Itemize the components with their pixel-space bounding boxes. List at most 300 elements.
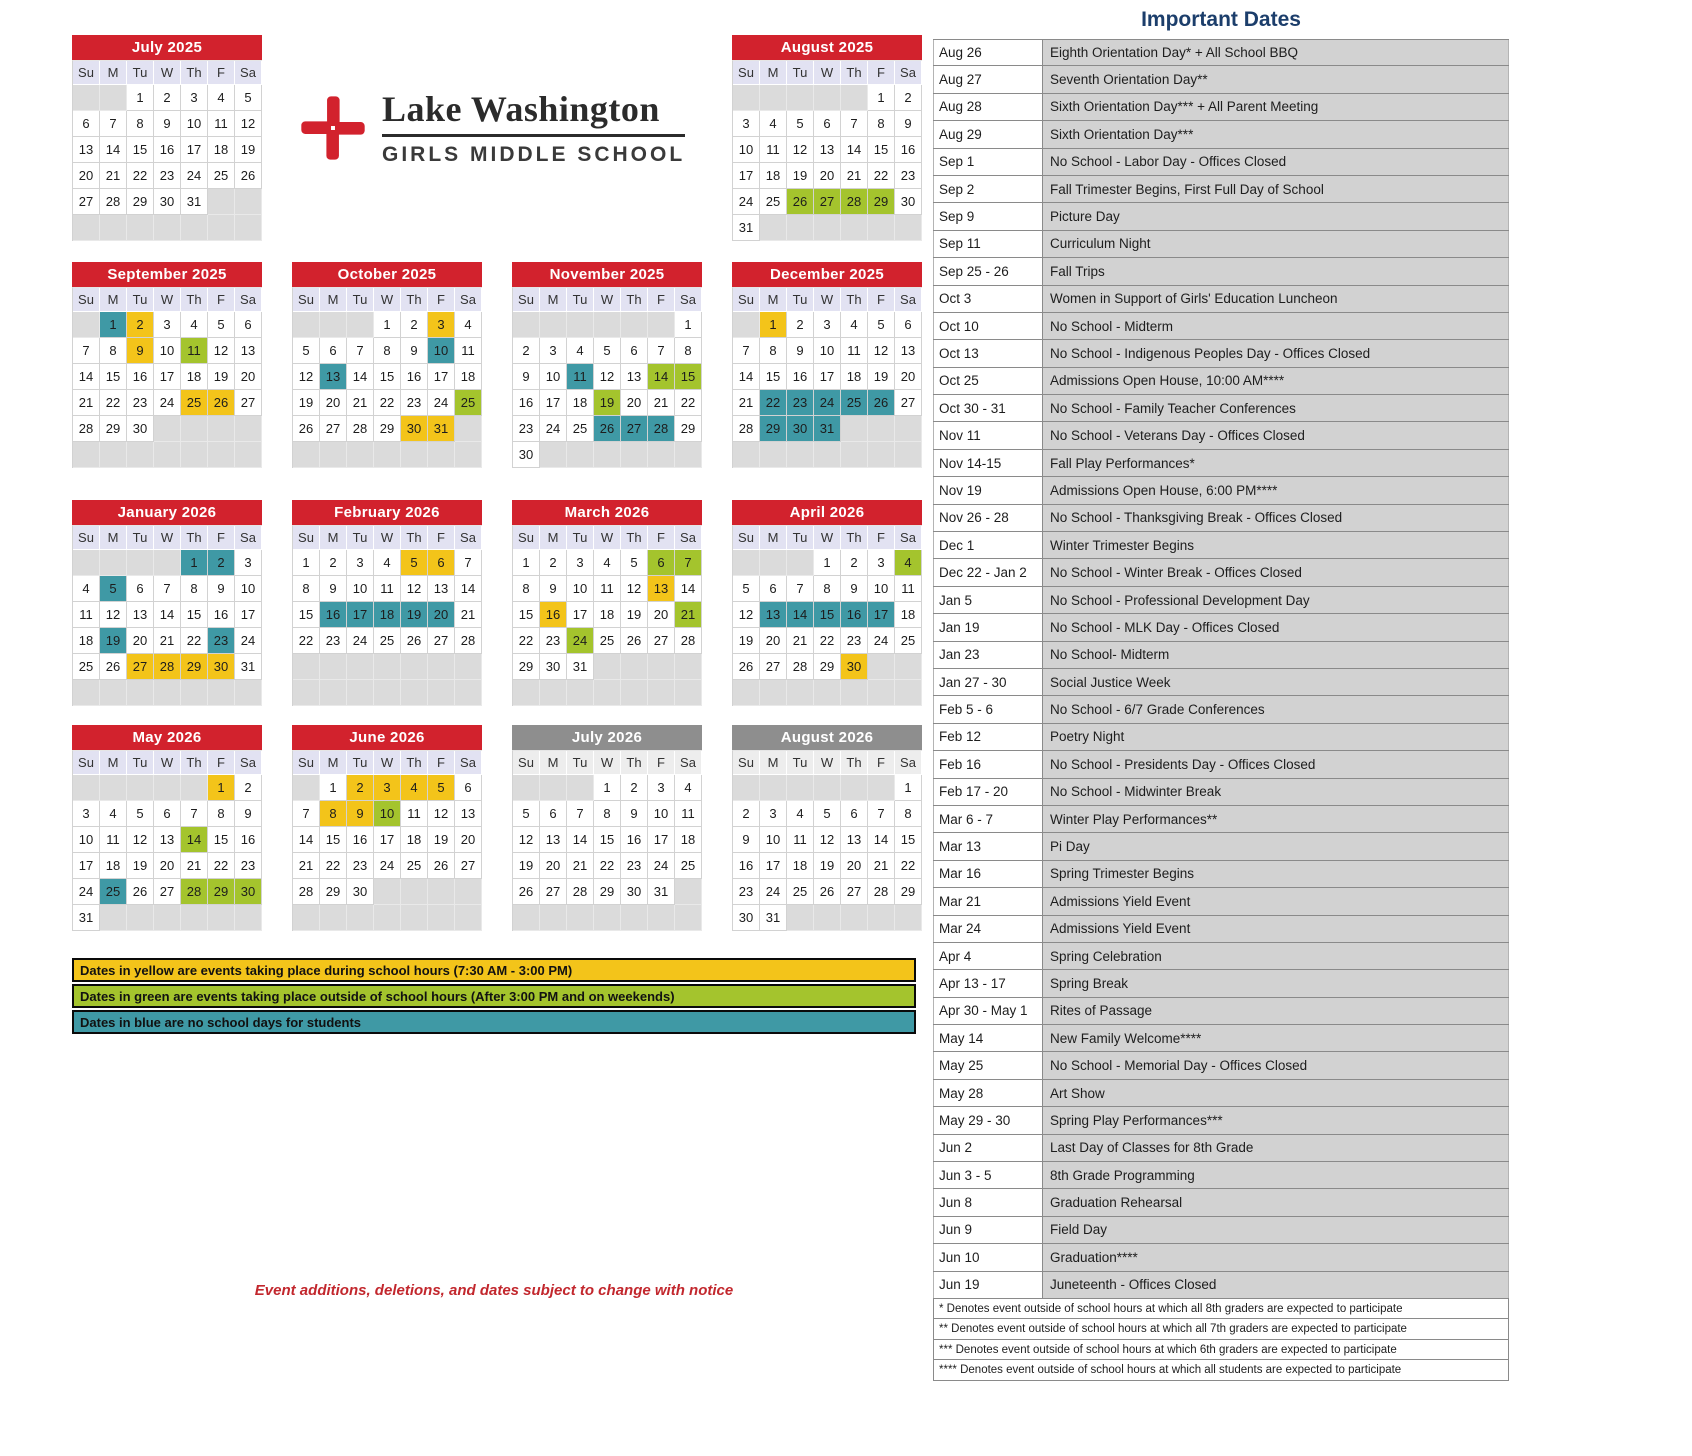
calendar-day-cell xyxy=(100,680,127,706)
calendar-day-cell: 19 xyxy=(100,628,127,654)
calendar-day-cell: 22 xyxy=(100,390,127,416)
calendar-day-cell: 11 xyxy=(401,801,428,827)
calendar-day-cell xyxy=(675,879,702,905)
calendar-day-cell xyxy=(181,905,208,931)
week-row xyxy=(73,189,262,215)
calendar-day-cell: 24 xyxy=(181,163,208,189)
calendar-day-cell: 6 xyxy=(760,576,787,602)
calendar-day-cell: 10 xyxy=(428,338,455,364)
calendar-day-cell xyxy=(73,85,100,111)
calendar-day-cell: 18 xyxy=(895,602,922,628)
calendar-day-cell: 21 xyxy=(100,163,127,189)
week-row xyxy=(513,654,702,680)
important-date-event: Juneteenth - Offices Closed xyxy=(1043,1272,1509,1298)
calendar-day-cell: 5 xyxy=(621,550,648,576)
calendar-day-cell xyxy=(347,680,374,706)
calendar-day-cell: 17 xyxy=(235,602,262,628)
calendar-day-cell xyxy=(513,680,540,706)
calendar-day-cell: 13 xyxy=(320,364,347,390)
week-row xyxy=(513,905,702,931)
weekday-header: F xyxy=(428,751,455,775)
calendar-day-cell: 14 xyxy=(154,602,181,628)
important-dates-panel xyxy=(933,8,1509,1381)
calendar-day-cell: 23 xyxy=(540,628,567,654)
weekday-header: F xyxy=(208,288,235,312)
calendar-day-cell: 23 xyxy=(401,390,428,416)
calendar-day-cell: 27 xyxy=(455,853,482,879)
calendar-day-cell: 17 xyxy=(181,137,208,163)
calendar-day-cell: 5 xyxy=(428,775,455,801)
week-row xyxy=(73,827,262,853)
weekday-header: Sa xyxy=(235,526,262,550)
calendar-day-cell: 4 xyxy=(675,775,702,801)
important-date-event: No School - Midterm xyxy=(1043,313,1509,339)
calendar-day-cell xyxy=(841,215,868,241)
calendar-day-cell xyxy=(760,775,787,801)
calendar-day-cell: 24 xyxy=(733,189,760,215)
calendar-day-cell xyxy=(428,680,455,706)
important-date-label: Oct 10 xyxy=(933,313,1043,339)
calendar-day-cell xyxy=(455,442,482,468)
calendar-day-cell: 3 xyxy=(374,775,401,801)
calendar-day-cell xyxy=(293,654,320,680)
calendar-day-cell: 7 xyxy=(567,801,594,827)
calendar-day-cell: 26 xyxy=(733,654,760,680)
calendar-day-cell: 7 xyxy=(181,801,208,827)
weekday-header: Su xyxy=(513,751,540,775)
calendar-day-cell: 12 xyxy=(621,576,648,602)
calendar-day-cell: 24 xyxy=(648,853,675,879)
important-date-event: 8th Grade Programming xyxy=(1043,1162,1509,1188)
week-row xyxy=(733,550,922,576)
week-row xyxy=(293,801,482,827)
weekday-header-row xyxy=(73,61,262,85)
weekday-header: F xyxy=(648,288,675,312)
calendar-day-cell: 26 xyxy=(127,879,154,905)
calendar-day-cell xyxy=(814,775,841,801)
weekday-header: Sa xyxy=(455,751,482,775)
calendar-day-cell xyxy=(73,775,100,801)
calendar-day-cell: 10 xyxy=(814,338,841,364)
calendar-day-cell: 27 xyxy=(648,628,675,654)
important-date-label: Sep 25 - 26 xyxy=(933,258,1043,284)
calendar-day-cell xyxy=(455,654,482,680)
calendar-day-cell: 21 xyxy=(347,390,374,416)
weekday-header: Sa xyxy=(895,526,922,550)
calendar-day-cell: 6 xyxy=(320,338,347,364)
weekday-header: M xyxy=(100,288,127,312)
calendar-day-cell: 2 xyxy=(621,775,648,801)
calendar-day-cell xyxy=(841,416,868,442)
calendar-day-cell xyxy=(567,442,594,468)
important-date-label: Feb 5 - 6 xyxy=(933,696,1043,722)
calendar-day-cell: 28 xyxy=(100,189,127,215)
calendar-day-cell: 6 xyxy=(127,576,154,602)
month-calendar xyxy=(72,500,262,706)
calendar-day-cell: 3 xyxy=(428,312,455,338)
important-date-label: Aug 28 xyxy=(933,94,1043,120)
important-date-label: Jun 10 xyxy=(933,1244,1043,1270)
calendar-day-cell: 2 xyxy=(841,550,868,576)
month-title: October 2025 xyxy=(292,262,482,287)
calendar-day-cell: 20 xyxy=(127,628,154,654)
calendar-day-cell: 18 xyxy=(401,827,428,853)
week-row xyxy=(733,905,922,931)
month-title: January 2026 xyxy=(72,500,262,525)
weekday-header: Tu xyxy=(347,288,374,312)
week-row xyxy=(73,364,262,390)
footnote: **** Denotes event outside of school hours at which all students are expected to participate xyxy=(933,1360,1509,1381)
weekday-header: Tu xyxy=(347,751,374,775)
week-row xyxy=(513,680,702,706)
calendar-day-cell xyxy=(733,680,760,706)
calendar-day-cell: 13 xyxy=(760,602,787,628)
calendar-day-cell: 8 xyxy=(594,801,621,827)
calendar-day-cell xyxy=(567,905,594,931)
calendar-day-cell: 6 xyxy=(895,312,922,338)
weekday-header: F xyxy=(208,751,235,775)
calendar-day-cell: 11 xyxy=(455,338,482,364)
weekday-header: Sa xyxy=(675,288,702,312)
calendar-day-cell xyxy=(127,442,154,468)
weekday-header-row xyxy=(73,526,262,550)
calendar-day-cell: 15 xyxy=(320,827,347,853)
weekday-header: W xyxy=(814,288,841,312)
calendar-day-cell: 17 xyxy=(347,602,374,628)
calendar-day-cell: 10 xyxy=(567,576,594,602)
important-date-row xyxy=(933,614,1509,641)
calendar-day-cell: 28 xyxy=(841,189,868,215)
month-calendar xyxy=(512,262,702,468)
calendar-day-cell: 23 xyxy=(733,879,760,905)
calendar-day-cell: 24 xyxy=(154,390,181,416)
calendar-day-cell: 21 xyxy=(841,163,868,189)
important-date-label: Mar 16 xyxy=(933,861,1043,887)
calendar-day-cell xyxy=(841,85,868,111)
important-date-label: Jun 2 xyxy=(933,1135,1043,1161)
calendar-day-cell xyxy=(895,654,922,680)
calendar-day-cell: 3 xyxy=(235,550,262,576)
important-date-event: Graduation Rehearsal xyxy=(1043,1189,1509,1215)
calendar-day-cell xyxy=(154,416,181,442)
important-date-label: Sep 9 xyxy=(933,203,1043,229)
week-row xyxy=(733,879,922,905)
important-date-event: No School - Family Teacher Conferences xyxy=(1043,395,1509,421)
calendar-day-cell: 14 xyxy=(293,827,320,853)
calendar-day-cell xyxy=(733,775,760,801)
calendar-day-cell xyxy=(841,775,868,801)
important-date-label: May 25 xyxy=(933,1052,1043,1078)
calendar-day-cell xyxy=(540,905,567,931)
week-row xyxy=(733,111,922,137)
important-date-row xyxy=(933,669,1509,696)
important-date-label: Sep 1 xyxy=(933,149,1043,175)
weekday-header: Su xyxy=(733,61,760,85)
calendar-day-cell: 5 xyxy=(208,312,235,338)
calendar-day-cell xyxy=(293,442,320,468)
calendar-day-cell xyxy=(208,905,235,931)
calendar-day-cell: 30 xyxy=(208,654,235,680)
important-date-row xyxy=(933,203,1509,230)
calendar-day-cell xyxy=(455,680,482,706)
weekday-header: Sa xyxy=(895,751,922,775)
calendar-day-cell xyxy=(455,416,482,442)
important-date-label: Jun 9 xyxy=(933,1217,1043,1243)
calendar-day-cell: 17 xyxy=(154,364,181,390)
calendar-day-cell: 6 xyxy=(235,312,262,338)
week-row xyxy=(513,879,702,905)
calendar-day-cell: 20 xyxy=(621,390,648,416)
calendar-day-cell xyxy=(401,680,428,706)
calendar-day-cell: 4 xyxy=(760,111,787,137)
calendar-day-cell: 4 xyxy=(455,312,482,338)
calendar-day-cell: 20 xyxy=(235,364,262,390)
month-title: November 2025 xyxy=(512,262,702,287)
calendar-day-cell: 5 xyxy=(235,85,262,111)
important-date-label: Mar 13 xyxy=(933,833,1043,859)
calendar-day-cell xyxy=(208,442,235,468)
calendar-day-cell: 5 xyxy=(513,801,540,827)
week-row xyxy=(733,576,922,602)
calendar-day-cell: 9 xyxy=(320,576,347,602)
calendar-day-cell: 7 xyxy=(868,801,895,827)
calendar-day-cell xyxy=(733,85,760,111)
calendar-day-cell xyxy=(621,442,648,468)
calendar-day-cell xyxy=(374,654,401,680)
calendar-day-cell: 6 xyxy=(154,801,181,827)
important-date-label: Jun 8 xyxy=(933,1189,1043,1215)
calendar-day-cell: 6 xyxy=(648,550,675,576)
calendar-day-cell: 31 xyxy=(814,416,841,442)
calendar-day-cell: 17 xyxy=(648,827,675,853)
weekday-header: Su xyxy=(733,288,760,312)
calendar-day-cell xyxy=(814,905,841,931)
month-body xyxy=(512,525,702,706)
weekday-header: Sa xyxy=(675,751,702,775)
calendar-day-cell: 8 xyxy=(868,111,895,137)
calendar-day-cell: 30 xyxy=(895,189,922,215)
weekday-header: Sa xyxy=(455,526,482,550)
calendar-day-cell: 18 xyxy=(594,602,621,628)
calendar-day-cell: 18 xyxy=(374,602,401,628)
calendar-day-cell xyxy=(895,215,922,241)
calendar-day-cell xyxy=(320,654,347,680)
calendar-day-cell: 11 xyxy=(374,576,401,602)
calendar-day-cell: 14 xyxy=(733,364,760,390)
weekday-header: F xyxy=(648,751,675,775)
calendar-day-cell: 3 xyxy=(181,85,208,111)
important-date-row xyxy=(933,724,1509,751)
color-legend xyxy=(72,958,916,1036)
week-row xyxy=(733,442,922,468)
calendar-day-cell: 20 xyxy=(814,163,841,189)
calendar-day-cell xyxy=(868,905,895,931)
calendar-day-cell: 20 xyxy=(540,853,567,879)
calendar-day-cell: 1 xyxy=(293,550,320,576)
calendar-day-cell: 1 xyxy=(181,550,208,576)
calendar-day-cell: 27 xyxy=(154,879,181,905)
calendar-day-cell: 23 xyxy=(154,163,181,189)
weekday-header: M xyxy=(760,61,787,85)
week-row xyxy=(513,364,702,390)
calendar-day-cell: 7 xyxy=(154,576,181,602)
weekday-header: Tu xyxy=(127,526,154,550)
weekday-header-row xyxy=(733,288,922,312)
weekday-header: Su xyxy=(513,526,540,550)
calendar-day-cell: 10 xyxy=(374,801,401,827)
calendar-day-cell: 14 xyxy=(455,576,482,602)
weekday-header: M xyxy=(100,526,127,550)
calendar-day-cell: 21 xyxy=(675,602,702,628)
calendar-day-cell: 18 xyxy=(455,364,482,390)
week-row xyxy=(293,416,482,442)
school-subtitle: GIRLS MIDDLE SCHOOL xyxy=(382,143,686,166)
calendar-day-cell: 4 xyxy=(841,312,868,338)
calendar-day-cell: 30 xyxy=(787,416,814,442)
calendar-day-cell: 4 xyxy=(567,338,594,364)
calendar-day-cell xyxy=(760,215,787,241)
calendar-day-cell: 22 xyxy=(127,163,154,189)
calendar-day-cell: 24 xyxy=(814,390,841,416)
week-row xyxy=(513,602,702,628)
calendar-day-cell xyxy=(374,905,401,931)
month-calendar xyxy=(512,725,702,931)
calendar-day-cell: 25 xyxy=(567,416,594,442)
important-date-label: Nov 19 xyxy=(933,477,1043,503)
calendar-day-cell: 31 xyxy=(235,654,262,680)
important-date-row xyxy=(933,833,1509,860)
important-date-event: Eighth Orientation Day* + All School BBQ xyxy=(1043,40,1509,65)
weekday-header: Su xyxy=(73,61,100,85)
important-date-event: Social Justice Week xyxy=(1043,669,1509,695)
calendar-day-cell xyxy=(621,905,648,931)
week-row xyxy=(733,338,922,364)
month-body xyxy=(732,525,922,706)
important-date-row xyxy=(933,39,1509,66)
week-row xyxy=(73,628,262,654)
calendar-day-cell: 28 xyxy=(181,879,208,905)
calendar-day-cell xyxy=(621,312,648,338)
calendar-day-cell xyxy=(428,442,455,468)
calendar-day-cell xyxy=(621,680,648,706)
weekday-header: Th xyxy=(621,751,648,775)
calendar-day-cell xyxy=(235,680,262,706)
calendar-day-cell: 21 xyxy=(154,628,181,654)
calendar-day-cell xyxy=(895,442,922,468)
calendar-day-cell: 13 xyxy=(235,338,262,364)
important-date-row xyxy=(933,340,1509,367)
weekday-header-row xyxy=(513,288,702,312)
calendar-day-cell: 25 xyxy=(208,163,235,189)
weekday-header-row xyxy=(513,751,702,775)
calendar-day-cell xyxy=(235,215,262,241)
week-row xyxy=(293,338,482,364)
calendar-day-cell: 28 xyxy=(347,416,374,442)
calendar-day-cell: 25 xyxy=(401,853,428,879)
calendar-day-cell: 4 xyxy=(208,85,235,111)
important-date-row xyxy=(933,505,1509,532)
calendar-day-cell xyxy=(540,680,567,706)
weekday-header: Tu xyxy=(787,751,814,775)
calendar-day-cell: 29 xyxy=(594,879,621,905)
important-date-event: No School - Indigenous Peoples Day - Offices Closed xyxy=(1043,340,1509,366)
important-date-row xyxy=(933,888,1509,915)
calendar-day-cell xyxy=(675,654,702,680)
calendar-day-cell: 13 xyxy=(895,338,922,364)
week-row xyxy=(73,85,262,111)
weekday-header: Tu xyxy=(567,526,594,550)
calendar-day-cell xyxy=(235,442,262,468)
calendar-day-cell: 29 xyxy=(895,879,922,905)
week-row xyxy=(73,390,262,416)
calendar-day-cell: 16 xyxy=(513,390,540,416)
calendar-day-cell: 8 xyxy=(127,111,154,137)
calendar-day-cell: 22 xyxy=(320,853,347,879)
important-date-row xyxy=(933,806,1509,833)
calendar-day-cell: 29 xyxy=(100,416,127,442)
calendar-day-cell: 14 xyxy=(181,827,208,853)
week-row xyxy=(733,215,922,241)
calendar-day-cell: 19 xyxy=(208,364,235,390)
weekday-header: Sa xyxy=(455,288,482,312)
weekday-header: Su xyxy=(293,526,320,550)
weekday-header: W xyxy=(594,288,621,312)
calendar-day-cell: 21 xyxy=(455,602,482,628)
calendar-day-cell: 17 xyxy=(374,827,401,853)
calendar-day-cell: 23 xyxy=(208,628,235,654)
calendar-day-cell: 28 xyxy=(73,416,100,442)
calendar-day-cell: 7 xyxy=(100,111,127,137)
calendar-day-cell xyxy=(675,442,702,468)
calendar-day-cell xyxy=(760,442,787,468)
calendar-day-cell: 18 xyxy=(675,827,702,853)
calendar-day-cell: 7 xyxy=(73,338,100,364)
calendar-day-cell: 23 xyxy=(787,390,814,416)
weekday-header: W xyxy=(594,526,621,550)
week-row xyxy=(73,654,262,680)
calendar-day-cell xyxy=(100,85,127,111)
important-date-event: No School - Labor Day - Offices Closed xyxy=(1043,149,1509,175)
week-row xyxy=(73,879,262,905)
calendar-day-cell xyxy=(293,312,320,338)
calendar-day-cell: 3 xyxy=(540,338,567,364)
weekday-header: W xyxy=(814,61,841,85)
weekday-header: Tu xyxy=(127,61,154,85)
week-row xyxy=(733,390,922,416)
calendar-day-cell: 1 xyxy=(127,85,154,111)
calendar-day-cell: 11 xyxy=(208,111,235,137)
weekday-header-row xyxy=(293,751,482,775)
week-row xyxy=(73,111,262,137)
calendar-day-cell xyxy=(154,680,181,706)
weekday-header: F xyxy=(208,61,235,85)
calendar-day-cell: 29 xyxy=(760,416,787,442)
important-date-label: Nov 14-15 xyxy=(933,450,1043,476)
calendar-day-cell: 21 xyxy=(567,853,594,879)
weekday-header: M xyxy=(320,751,347,775)
calendar-day-cell: 8 xyxy=(814,576,841,602)
calendar-day-cell: 9 xyxy=(208,576,235,602)
calendar-day-cell: 23 xyxy=(235,853,262,879)
weekday-header: Tu xyxy=(127,288,154,312)
important-date-event: No School - Professional Development Day xyxy=(1043,587,1509,613)
calendar-day-cell: 14 xyxy=(347,364,374,390)
weekday-header: Tu xyxy=(347,526,374,550)
calendar-day-cell xyxy=(293,775,320,801)
calendar-day-cell: 29 xyxy=(675,416,702,442)
school-logo-icon xyxy=(300,92,366,164)
weekday-header: F xyxy=(648,526,675,550)
